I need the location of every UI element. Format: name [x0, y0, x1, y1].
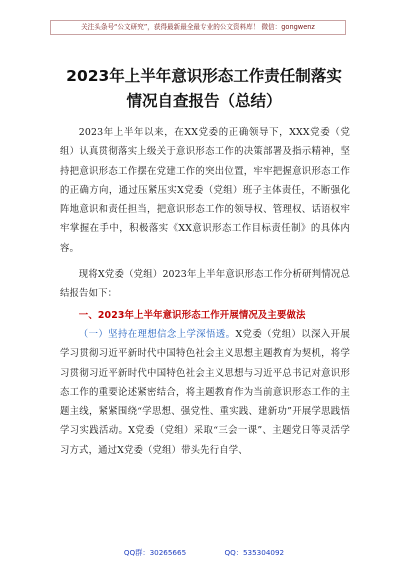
footer-qq: QQ：535304092	[224, 548, 285, 557]
document-body	[60, 123, 350, 460]
subsection-title: （一）坚持在理想信念上学深悟透。	[78, 328, 236, 340]
page-footer	[0, 548, 408, 558]
footer-qq-group: QQ群：30265665	[123, 548, 187, 557]
summary-paragraph: 现将X党委（党组）2023年上半年意识形态工作分析研判情况总结报告如下：	[60, 269, 350, 300]
section-heading: 一、2023年上半年意识形态工作开展情况及主要做法	[78, 309, 306, 321]
intro-paragraph: 2023年上半年以来，在XX党委的正确领导下，XXX党委（党组）认真贯彻落实上级关于意识形态工作的决策部署及指示精神，坚持把意识形态工作摆在党建工作的突出位置，牢牢把握意识形态工作的正确方向，通过压紧压实X党委（党组）班子主体责任，不断强化阵地意识和责任担当，把意识形态工作的领导权、管理权、话语权牢牢掌握在手中，积极落实《XX意识形态工作目标责任制》的具体内容。	[60, 127, 350, 254]
promo-banner: 关注头条号“公文研究”，获得最新最全最专业的公文资料库！ 微信：gongwenz	[50, 20, 346, 35]
subsection-paragraph	[60, 325, 350, 460]
document-title-line1: 2023年上半年意识形态工作责任制落实	[66, 67, 342, 85]
document-title-line2: 情况自查报告（总结）	[126, 92, 282, 110]
subsection-text: X党委（党组）以深入开展学习贯彻习近平新时代中国特色社会主义思想主题教育为契机，将学习贯彻习近平新时代中国特色社会主义思想与习近平总书记对意识形态工作的重要论述紧密结合，将主题教育作为当前意识形态工作的主题主线，紧紧围绕“学思想、强党性、重实践、建新功”开展学思践悟学习实践活动。X党委（党组）采取“三会一课”、主题党日等灵活学习方式，通过X党委（党组）带头先行自学、	[60, 328, 350, 456]
